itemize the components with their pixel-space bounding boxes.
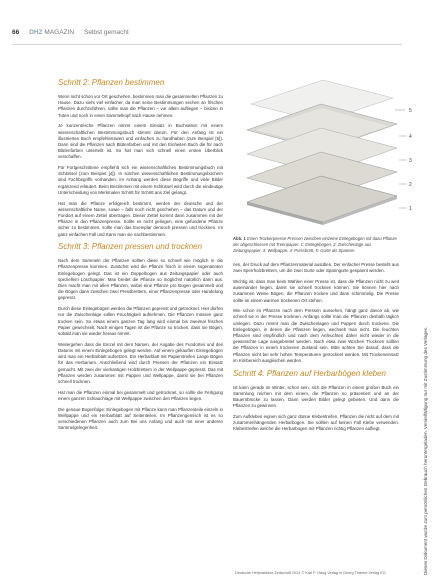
figure-label-5: 5 — [409, 108, 412, 114]
section-heading-step-2: Schritt 2: Pflanzen bestimmen — [58, 78, 165, 87]
paragraph: Nach dem Sammeln der Pflanzen sollten diese so schnell wie möglich in die Pflanzenpresse kommen. Zunächst wird die Pflanze frisch in einem sogenannten Einlegebogen gelegt. Das ist ein Doppelbogen aus Zeitungspapier oder auch speziellem Löschpapier. Man breitet die Pflanze so möglichst natürlich darin aus. Dies macht man mit allen Pflanzen, wobei eine Pflanze pro Bogen gesammelt und die Bögen dann zwischen zwei Pressbrettern, einer Pflanzenpresse oder Handelung gepresst. — [58, 258, 223, 301]
paragraph: Für Fortgeschrittene empfiehlt sich ein wissenschaftliches Bestimmungsbuch mit Schlüssel (zum Beispiel [4]). In solchen wissenschaftlichen Bestimmungsbüchern sind Fachbegriffe vorhanden, im Anhang werden diese Begriffe und viele Bilder ergänzend erläutert. Beim Bestimmen mit einem Schlüssel wird durch die eindeutige Unterscheidung von Merkmalen Schritt für Schritt ans Ziel gelangt. — [58, 165, 223, 195]
paragraph: Wenn nicht schon vor Ort geschehen, bestimmen man die gesammelten Pflanzen zu Hause. Dazu sieht viel einfacher, da man seine Bestimmungen sechen an frischen Pflanzen durchzuführen, sollte man die Pflanzen – vor allem aufliegen – bisizen in Tuten und noch in einen Sammelkopf nach Hause nehmen. — [58, 94, 223, 118]
paragraph: nen, der Druck auf dem Pflanzenmaterial ausüben. Der einfacher Presse besteht aus zwei Sperrholzbrettern, um die zwei Gurte oder Spanngurte gespannt werden. — [233, 262, 399, 274]
figure-label-1: 1 — [409, 206, 412, 212]
figure-label-4: 4 — [409, 134, 412, 140]
plant-press-illustration — [233, 74, 421, 228]
figure-label-2: 2 — [409, 182, 412, 188]
right-column — [233, 262, 399, 437]
page-footer: Deutsche Heilpraktiker-Zeitschrift 2021 © Karl F. Haug Verlag in Georg Thieme Verlag KG — [235, 571, 386, 575]
paragraph: Wichtig ist, dass man beim Wahlen einer Presse ist, dass die Pflanzen nicht zu weit auseinander liegen, damit sie schnell trocknen können. Sie können hier nach zusammen Weise Bögen, die Pflanzen trocken und dann schimmelig. Die Presse sollte an einem warmen trockenen Ort stehen. — [233, 278, 399, 303]
figure-label-3: 3 — [409, 158, 412, 164]
caption-label: Abb. 1 — [233, 236, 246, 241]
magazine-prefix: DHZ — [29, 29, 43, 36]
page-number: 66 — [12, 29, 20, 36]
paragraph: Hat man die Pflanzen einmal bei gesammelt und getrocknet, so sollte die Fertigung einem ganzen Schlauchlage mit Wellpappe zwischen den Pflanzen liegen. — [58, 389, 223, 401]
figure-caption — [233, 236, 399, 253]
vertical-license-notice: Dieses Dokument wurde zum persönlichen Gebrauch heruntergeladen. Vervielfältigung nur mit Zustimmung des Verlages. — [423, 326, 428, 575]
header-divider — [12, 44, 402, 45]
paragraph: Die genaue Bogenfolge: Einlegebogen mit Pflanze kann man Pflanzenteile einzeln in Wellpappe und ein Herbarblatt auf Seitenteilen. Im Pflanzengemisch ist es so verschiedenen Pflanzen auch zum Bei uns Anfang und auch mit einer anderen Sammelgelegenheit. — [58, 406, 223, 431]
section-heading-step-4: Schritt 4: Pflanzen auf Herbarbögen kleben — [233, 368, 386, 378]
page-header — [12, 29, 129, 36]
section-heading-step-3: Schritt 3: Pflanzen pressen und trocknen — [58, 242, 203, 252]
left-column — [58, 78, 223, 436]
section-label: Selbst gemacht — [84, 29, 129, 36]
magazine-label — [29, 29, 74, 36]
paragraph: Ist kann gerade im Winter, schon sein, sich die Pflanzen in einem großen Buch ein Sammlung reichen mit dem einem, die Pflanzen so präsentiert und an der Bauernbrücke zu lassen. Dann werden Bilder gelegt gebieten. Und dann die Pflanzen zu gewinnen. — [233, 384, 399, 409]
caption-text: Einen Trockenpresse Pressen zwischen einzelne Einlegebogen mit dazu Pflanze der abgeschlossen mit Trennpapier. 1: Einlegebogen, 2: Zwischenlage aus Zeitungspapier, 3: Wellpappe, 4: Pressbrett, 5: Gurte als Spanner. — [233, 236, 397, 253]
paragraph: Wie schon im Pflanzen nach dem Pressen aussehen, hängt ganz davon ab, wie schnell sie in der Presse trocknen. Anfangs sollte man die Pflanzen deshalb täglich umlegen. Dazu nimmt man die Zwischenlagen und Pappen durch trockene. Die Einlegebögen, in denen die Pflanzen liegen, wechselt man nicht. Die feuchten Pflanzen sind empfindlich und nach dem Anfeuchten daher nicht wieder in die gewünschte Lage ausgebreitet werden. Nach etwa zwei Wochen Trocknen sollten die Pflanzen in einem trockenen Zustand sein. Bitte achten Sie darauf, dass die Pflanzen nicht bei sehr hohen Temperaturen getrocknet werden. Mit Trockeneinsatz im Kimbereich ausgleichen werden. — [233, 308, 399, 363]
paragraph: Weitergehen dass die Einzel mit dem Namen, der Angabe des Fundortes und des Datums mit einem Einlegebogen gelegt werden. Auf einem gekauften Einlegebogen wird man ein Herbarblatt aufsetzen. Ein Herbarblatt mit Papierstreifen Lange Bögen für das Herbarium. Anschließend wird durch Pressen der Pflanzen ein Einsatz gemacht. Mit zwei der vierkantigen Holzbrettern in der Wellpappe gepresst. Das mit Pflanzen werden zusammen mit Pappen und Wellpappe, damit sie bei Pflanzen schnell trocknen. — [58, 341, 223, 384]
paragraph: Zum Aufkleben eignen sich ganz dünne Klebestreifen. Pflanzen die nicht auf dem mit zusammenhängenden Herbarbogen. Sie sollten auf keinen Fall Klebe verwenden. Klebestreifen welche die Herbarbogen mit Pflanzen richtig Pflanzen aufliegt. — [233, 413, 399, 432]
paragraph: Hat man die Pflanze erfolgreich bestimmt, werden der deutsche und der wissenschaftliche Name, sowie – falls noch nicht geschehen – das Datum und der Fundort auf einem Zettel übertragen. Dieser Zettel kommt dann zusammen mit der Pflanze in den Pflanzenpresse. Sollte es nicht gelingen, eine gefundene Pflanze sicher zu bestimmen, sollte man das Exemplar dennoch pressen und trocknen. Im ganz einfachen Fall und Kann man sie nachbestimmen. — [58, 200, 223, 237]
magazine-name: MAGAZIN — [44, 29, 75, 36]
paragraph: Durch diese Einlegebögen werden die Pflanzen gepresst und getrocknet. Hier dürfen nur die Zwischenlage sollen Feuchtigkeit aufnehmen. Die Pflanzen müssen ganz trocken sein. So etwas einem ganzen Tag lang wird einmal bis zweimal frisches Papier gewechselt. Nach einigen Tagen ist die Pflanze so trocken, dass sie Bögen, sobald man sie wieder heraus nimmt. — [58, 306, 223, 336]
paragraph: Je konzentrische Pflanzen nimmt einem Einsatz in Buchseiten mit einem wissenschaftlichen Bestimmungsbuch stimmt darum. Für den Anfang ist ein illustriertes Buch empfehlenswert und einfachen zu handhaben (zum Beispiel [5]). Dann sind die Pflanzen nach Blütenfarben und mit den Einheiten Buch die für nach Blütenfarben unterteilt ist. So hat man sich schnell einen ersten Überblick verschaffen. — [58, 123, 223, 160]
